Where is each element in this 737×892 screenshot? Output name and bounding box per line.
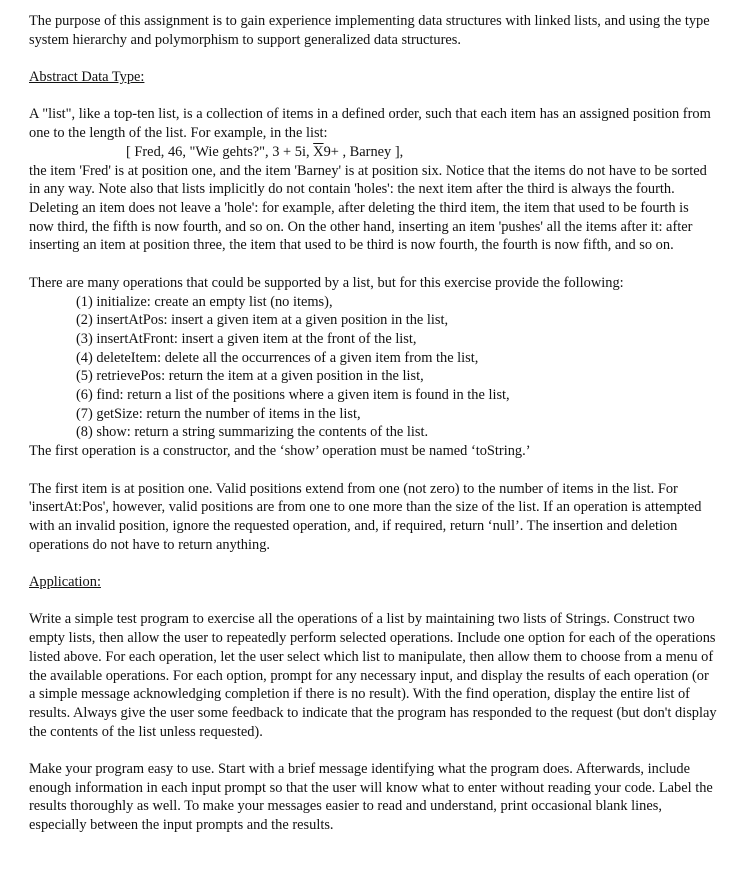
example-x-bar: $\overline{X}$ (313, 143, 324, 160)
adt-paragraph-lead: A "list", like a top-ten list, is a collection of items in a defined order, such that each item has an assigned position from one to the length of the list. For example, in the list: (29, 106, 711, 142)
application-paragraph-2: Make your program easy to use. Start with a brief message identifying what the program does. Afterwards, include enough information in each input prompt so that the user will know what to enter without reading your code. Label the results thoroughly as well. To make your messages easier to read and understand, print occasional blank lines, especially between the input prompts and the results. (29, 761, 713, 834)
spacer (29, 741, 717, 760)
positions-paragraph: The first item is at position one. Valid positions extend from one (not zero) to the number of items in the list. For 'insertAt:Pos', however, valid positions are from one to one more than the size of the list. If an operation is attempted with an invalid position, ignore the requested operation, and, if required, return ‘null’. The insertion and deletion operations do not have to return anything. (29, 480, 702, 553)
application-heading: Application: (29, 574, 101, 591)
spacer (29, 87, 717, 106)
operation-item: (5) retrievePos: return the item at a given position in the list, (76, 368, 424, 385)
intro-paragraph: The purpose of this assignment is to gain experience implementing data structures with linked lists, and using the type system hierarchy and polymorphism to support generalized data structures. (29, 13, 710, 48)
example-list-part-a: [ Fred, 46, "Wie gehts?", 3 + 5i, (126, 143, 314, 160)
operation-item: (3) insertAtFront: insert a given item at the front of the list, (76, 330, 417, 347)
operation-item: (6) find: return a list of the positions where a given item is found in the list, (76, 387, 510, 404)
operation-item: (4) deleteItem: delete all the occurrences of a given item from the list, (76, 349, 479, 366)
example-list-part-b: 9+ , Barney ], (323, 143, 404, 160)
adt-paragraph-rest: the item 'Fred' is at position one, and the item 'Barney' is at position six. Notice that the items do not have to be sorted in any way. Note also that lists implicitly do not contain 'holes': the next item after the third is always the fourth. Deleting an item does not leave a 'hole': for example, after deleting the third item, the item that used to be fourth is now third, the fifth is now fourth, and so on. On the other hand, inserting an item 'pushes' all the items after it: after inserting an item at position three, the item that used to be third is now fourth, the fourth is now fifth, and so on. (29, 162, 707, 254)
operation-item: (7) getSize: return the number of items in the list, (76, 405, 361, 422)
operation-item: (8) show: return a string summarizing the contents of the list. (76, 424, 429, 441)
spacer (29, 49, 717, 68)
spacer (29, 255, 717, 274)
example-list (29, 143, 717, 162)
operation-item: (2) insertAtPos: insert a given item at a given position in the list, (76, 312, 449, 329)
adt-heading: Abstract Data Type: (29, 69, 145, 86)
operations-lead: There are many operations that could be supported by a list, but for this exercise provide the following: (29, 274, 624, 291)
operation-item: (1) initialize: create an empty list (no items), (76, 293, 333, 310)
operations-tail: The first operation is a constructor, and the ‘show’ operation must be named ‘toString.’ (29, 443, 531, 460)
spacer (29, 461, 717, 480)
spacer (29, 592, 717, 611)
application-paragraph-1: Write a simple test program to exercise all the operations of a list by maintaining two lists of Strings. Construct two empty lists, then allow the user to repeatedly perform selected operations. Include one option for each of the operations listed above. For each operation, let the user select which list to manipulate, then allow them to choose from a menu of the available operations. For each option, prompt for any necessary input, and display the results of each operation (or a simple message acknowledging completion if there is no result). With the find operation, display the entire list of results. Always give the user some feedback to indicate that the program has responded to the request (but don't display the contents of the list unless requested). (29, 611, 717, 740)
spacer (29, 554, 717, 573)
